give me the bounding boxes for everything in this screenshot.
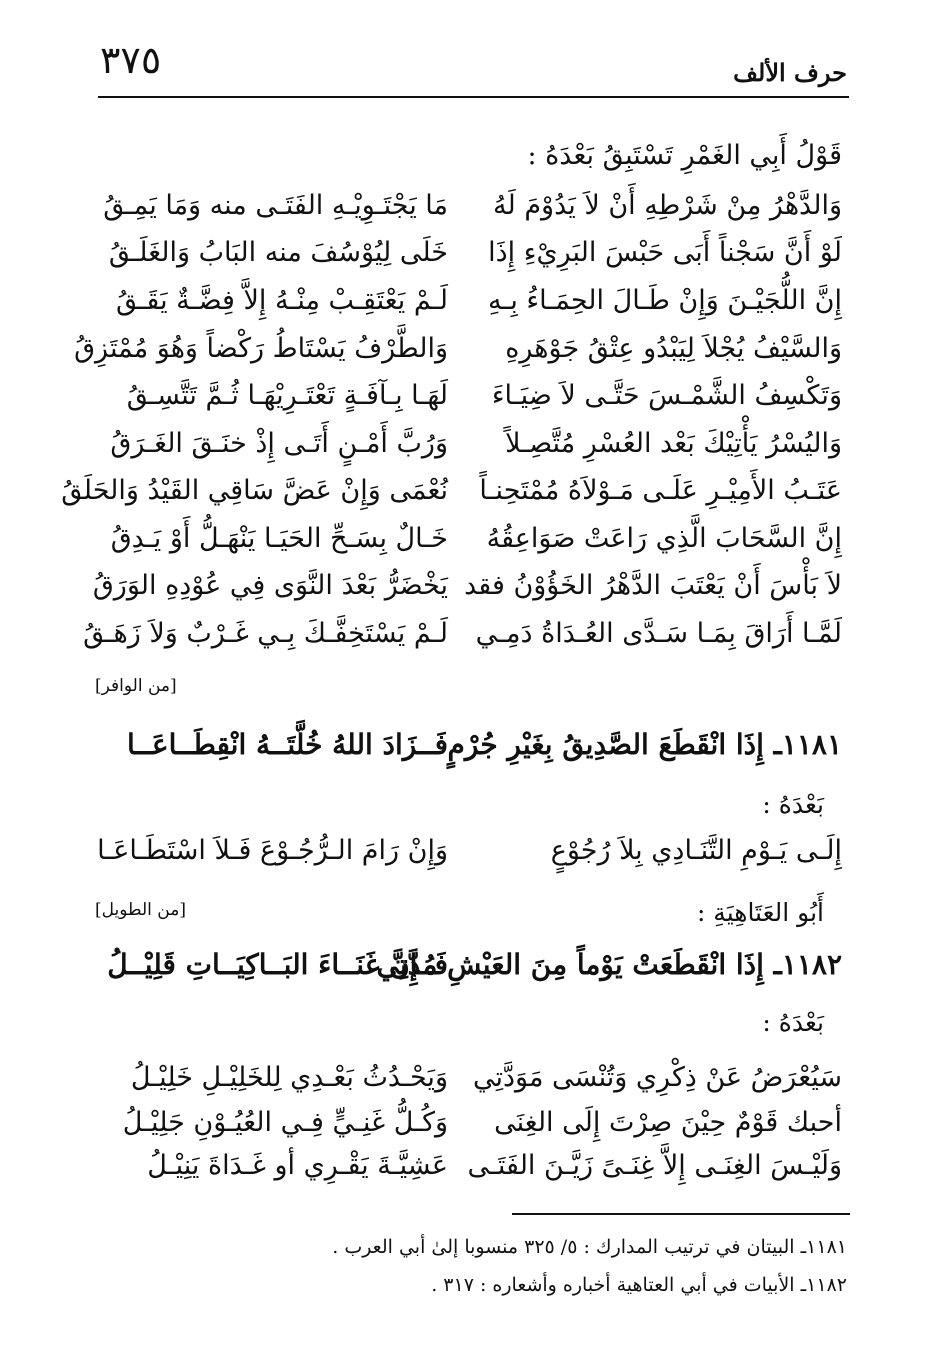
verse-right: وَاليُسْرُ يَأْتِيْكَ بَعْد العُسْرِ مُتَّصِـلاً [505, 428, 842, 459]
page-number: ٣٧٥ [100, 38, 162, 82]
verse-left: خَـالٌ بِسَـحِّ الحَيَـا يَنْهَـلُّ أَوْ يَـدِقُ [110, 523, 448, 554]
verse-left: وَالطَّرْفُ يَسْتَاطُ رَكْضاً وَهُوَ مُمْتَزِقُ [74, 333, 448, 364]
entry-heading-right: ١١٨٢ـ إِذَا انْقَطَعَتْ يَوْماً مِنَ العَيْشِ مُدَّتِي [376, 948, 842, 981]
verse-left: وَيَحْـدُثُ بَعْـدِي لِلخَلِيْـلِ خَلِيْـلُ [130, 1062, 448, 1093]
verse-right: إِلَـى يَـوْمِ التَّنَـادِي بِلاَ رُجُوْعٍ [550, 835, 842, 866]
header-rule [98, 96, 849, 98]
verse-right: وَلَيْـسَ الغِنَـى إِلاَّ غِنَـىً زَيَّـنَ الفَتَـى [467, 1150, 842, 1181]
verse-right: لَوْ أَنَّ سَجْناً أَبَى حَبْسَ البَرِيْءِ إِذَا [488, 237, 842, 268]
verse-left: مَا يَجْتَـوِيْـهِ الفَتَـى منه وَمَا يَمِـقُ [103, 190, 448, 221]
verse-right: وَتَكْسِفُ الشَّمْـسَ حَتَّـى لاَ ضِيَـاءَ [491, 380, 842, 411]
verse-right: إِنَّ السَّحَابَ الَّذِي رَاعَتْ صَوَاعِقُهُ [486, 523, 842, 554]
verse-right: سَيُعْرَضُ عَنْ ذِكْرِي وَتُنْسَى مَوَدَّتِي [473, 1062, 842, 1093]
verse-right: وَالدَّهْرُ مِنْ شَرْطِهِ أَنْ لاَ يَدُوْمَ لَهُ [493, 190, 842, 221]
verse-right: وَالسَّيْفُ يُجْلاَ لِيَبْدُو عِتْقُ جَوْهَرِهِ [505, 333, 842, 364]
verse-right: عَتَـبُ الأَمِيْـرِ عَلَـى مَـوْلاَهُ مُمْتَحِنـاً [479, 475, 842, 506]
verse-left: خَلَى لِيُوْسُفَ منه البَابُ وَالغَلَـقُ [108, 237, 448, 268]
verse-left: لَـمْ يَسْتَخِفَّـكَ بِـي غَـرْبٌ وَلاَ زَهَـقُ [83, 618, 448, 649]
footnote: ١١٨١ـ البيتان في ترتيب المدارك : ٥/ ٣٢٥ منسوبا إلىٰ أبي العرب . [332, 1236, 847, 1258]
footnote: ١١٨٢ـ الأبيات في أبي العتاهية أخباره وأشعاره : ٣١٧ . [431, 1274, 847, 1296]
verse-right: لَمَّـا أَرَاقَ بِمَـا سَـدَّى العُـدَاةُ دَمِـي [475, 618, 842, 649]
poet-name: أَبُو العَتَاهِيَةِ : [696, 898, 824, 927]
verse-right: أحبك قَوْمٌ حِيْنَ صِرْتَ إِلَى الغِنَى [494, 1107, 842, 1138]
verse-left: وَرُبَّ أَمْـنٍ أَتَـى إِذْ خنَـقَ الغَـرَقُ [110, 428, 448, 459]
verse-left: وَكُـلُّ غَنِـيٍّ فِـي العُيُـوْنِ جَلِيْـلُ [122, 1107, 448, 1138]
entry-heading-right: ١١٨١ـ إِذَا انْقَطَعَ الصَّدِيقُ بِغَيْرِ جُرْمٍ [447, 728, 842, 761]
entry-heading-left: فَــزَادَ اللهُ خُلَّتَــهُ انْقِطَــاعَــا [126, 728, 448, 761]
footnote-rule [512, 1213, 850, 1215]
after-label: بَعْدَهُ : [762, 790, 824, 819]
verse-left: لَهَـا بِـآفَـةٍ تَعْتَـرِيْهَـا ثُـمَّ تَتَّسِـقُ [126, 380, 448, 411]
verse-left: لَـمْ يَعْتَقِـبْ مِنْـهُ إِلاَّ فِضَّـةٌ يَقَـقُ [116, 285, 448, 316]
entry-heading-left: فَــإِنَّ غَنَــاءَ البَــاكِيَــاتِ قَلِيْــلُ [107, 948, 448, 981]
after-label: بَعْدَهُ : [762, 1008, 824, 1037]
verse-left: وَإِنْ رَامَ الـرُّجُـوْعَ فَـلاَ اسْتَطَـاعَـا [97, 835, 448, 866]
verse-left: يَخْضَرُّ بَعْدَ النَّوَى فِي عُوْدِهِ الوَرَقُ [92, 570, 448, 601]
verse-left: عَشِيَّـةَ يَقْـرِي أو غَـدَاةَ يَنِيْـلُ [147, 1150, 448, 1181]
meter-label: [من الوافر] [95, 676, 177, 696]
verse-right: لاَ بَأْسَ أَنْ يَعْتَبَ الدَّهْرُ الخَؤُوْنُ فقد [464, 570, 842, 601]
verse-right: إِنَّ اللُّجَيْـنَ وَإِنْ طَـالَ الحِمَـاءُ بِـهِ [487, 285, 842, 316]
meter-label: [من الطويل] [95, 900, 186, 920]
verse-left: نُعْمَى وَإِنْ عَضَّ سَاقِي القَيْدُ وَالحَلَقُ [61, 475, 448, 506]
intro-line: قَوْلُ أَبِي الغَمْرِ تَسْتَبِقُ بَعْدَهُ : [527, 140, 842, 171]
running-head: حرف الألف [733, 58, 847, 87]
